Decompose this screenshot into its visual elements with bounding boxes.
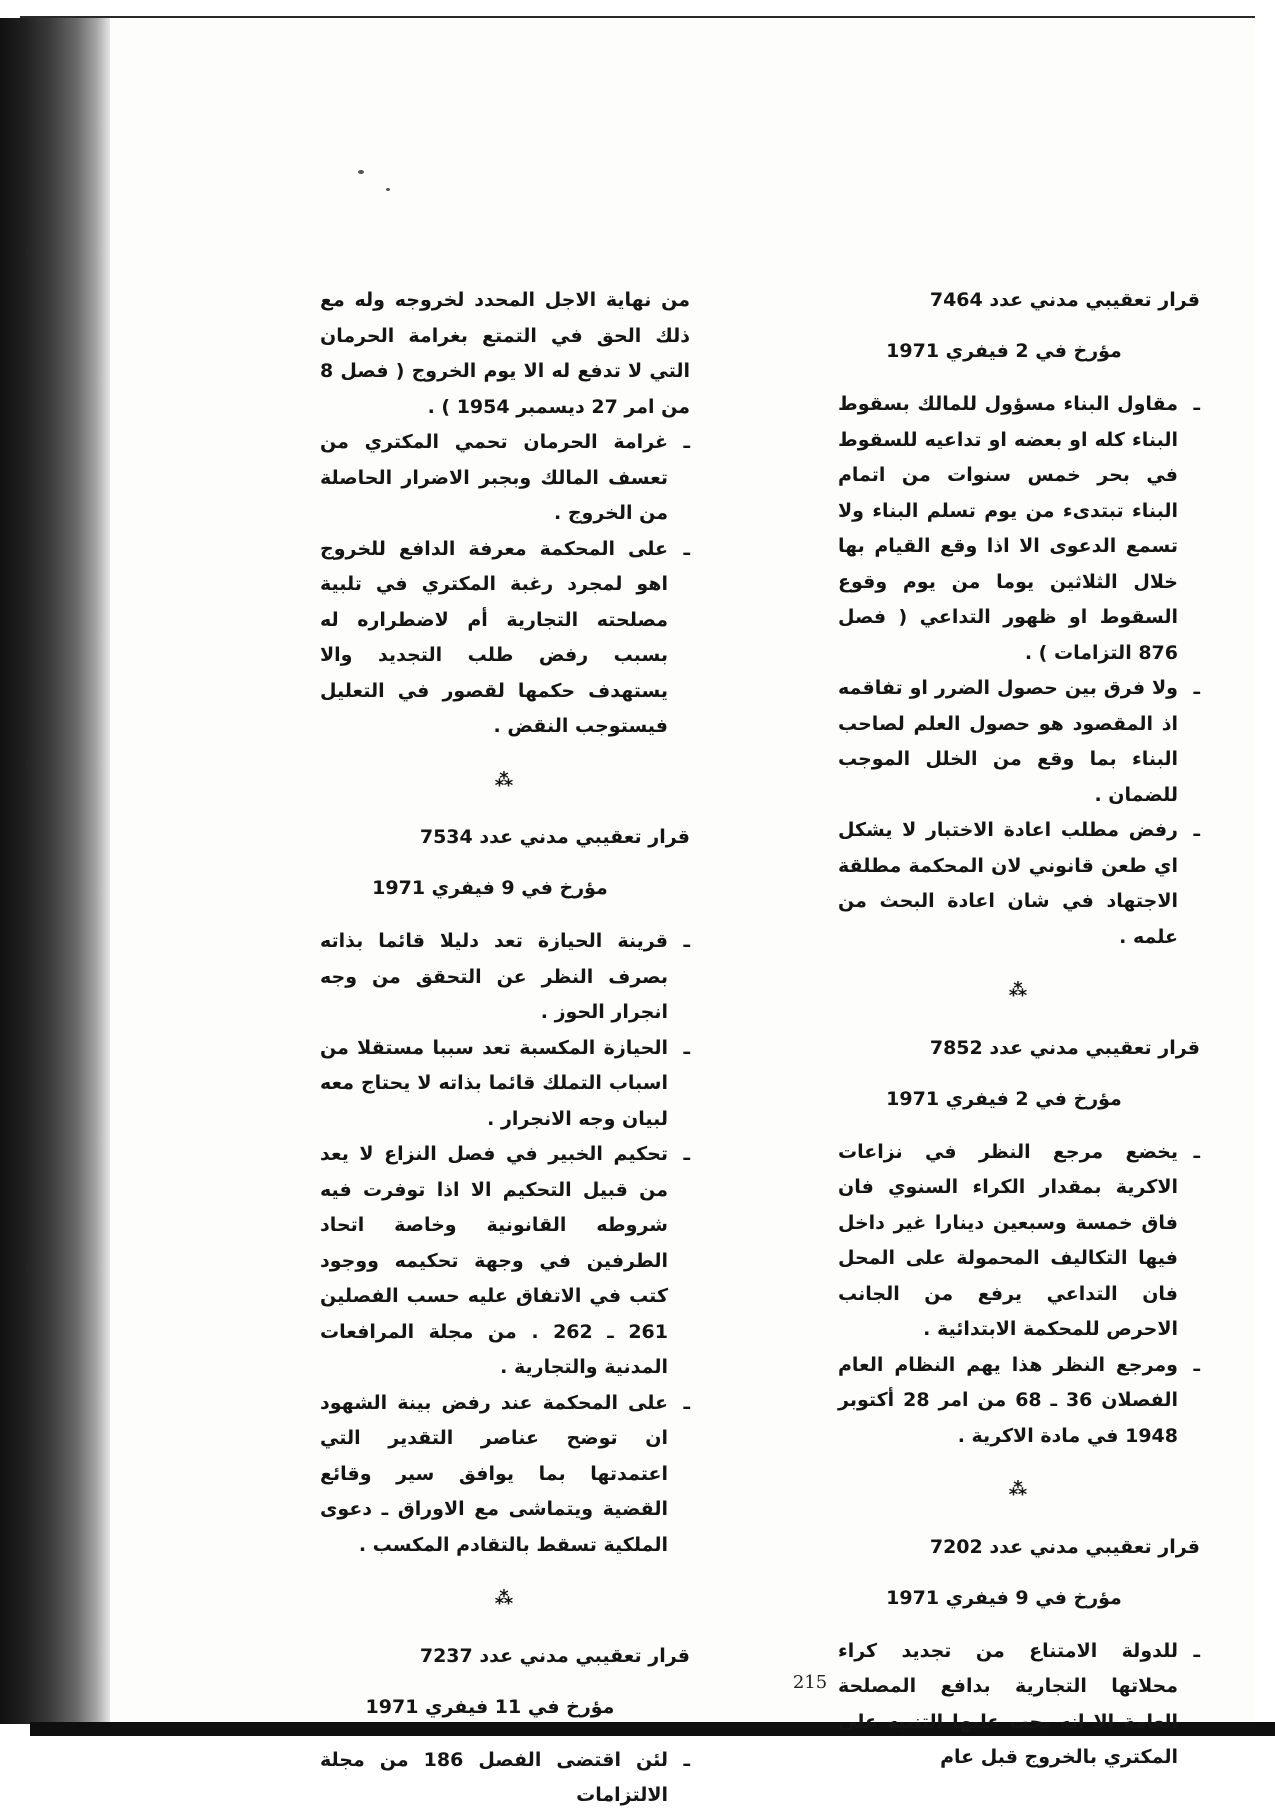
ruling-list [320, 924, 690, 1563]
list-item [838, 671, 1200, 813]
continuation-paragraph: من نهاية الاجل المحدد لخروجه وله مع ذلك الحق في التمتع بغرامة الحرمان التي لا تدفع له الا يوم الخروج ( فصل 8 من امر 27 ديسمبر 1954 ) . [320, 289, 690, 418]
item-dash: ـ [683, 431, 690, 453]
decision-heading: قرار تعقيبي مدني عدد 7852 [929, 1036, 1200, 1059]
ruling-list [838, 1135, 1200, 1455]
ruling-list [838, 1634, 1200, 1776]
ruling-list [320, 425, 690, 745]
item-text: على المحكمة معرفة الدافع للخروج اهو لمجرد رغبة المكتري في تلبية مصلحته التجارية أم لاضطراره له بسبب رفض طلب التجديد والا يستهدف حكمها لقصور في التعليل فيستوجب النقض . [320, 537, 668, 737]
item-text: قرينة الحيازة تعد دليلا قائما بذاته بصرف النظر عن التحقق من وجه انجرار الحوز . [320, 930, 668, 1023]
item-dash: ـ [1193, 1353, 1200, 1376]
decision-heading: قرار تعقيبي مدني عدد 7202 [929, 1535, 1200, 1558]
decision-date: مؤرخ في 2 فيفري 1971 [886, 340, 1122, 362]
item-text: غرامة الحرمان تحمي المكتري من تعسف المالك وبجبر الاضرار الحاصلة من الخروج . [320, 431, 668, 524]
ruling-list [320, 1743, 690, 1814]
decision-date: مؤرخ في 9 فيفري 1971 [372, 877, 608, 899]
list-item [320, 924, 690, 1031]
item-dash: ـ [683, 1391, 690, 1414]
item-dash: ـ [1193, 677, 1200, 699]
item-text: ولا فرق بين حصول الضرر او تفاقمه اذ المقصود هو حصول العلم لصاحب البناء بما وقع من الخلل الموجب للضمان . [838, 677, 1178, 806]
dust-speck [386, 188, 390, 191]
dust-speck [358, 170, 364, 174]
ruling-list [838, 387, 1200, 955]
left-column [320, 283, 690, 1814]
list-item [320, 425, 690, 532]
list-item [838, 1348, 1200, 1455]
item-dash: ـ [683, 537, 690, 560]
page-number: 215 [792, 1672, 828, 1693]
section-separator: ⁂ [1008, 1479, 1030, 1500]
section-separator: ⁂ [494, 1588, 516, 1609]
list-item [320, 1743, 690, 1814]
decision-heading: قرار تعقيبي مدني عدد 7534 [419, 826, 690, 848]
item-text: الحيازة المكسبة تعد سببا مستقلا من اسباب التملك قائما بذاته لا يحتاج معه لبيان وجه الانجرار . [320, 1036, 668, 1130]
list-item [838, 1634, 1200, 1776]
list-item [838, 1135, 1200, 1348]
list-item [320, 1386, 690, 1564]
decision-heading: قرار تعقيبي مدني عدد 7464 [929, 289, 1200, 311]
item-dash: ـ [683, 930, 690, 952]
item-text: ومرجع النظر هذا يهم النظام العام الفصلان 36 ـ 68 من امر 28 أكتوبر 1948 في مادة الاكرية . [838, 1353, 1178, 1447]
decision-date: مؤرخ في 11 فيفري 1971 [365, 1695, 615, 1718]
item-dash: ـ [683, 1143, 690, 1165]
item-text: يخضع مرجع النظر في نزاعات الاكرية بمقدار الكراء السنوي فان فاق خمسة وسبعين دينارا غير داخل فيها التكاليف المحمولة على المحل فان التداعي يرفع من الجانب الاحرص للمحكمة الابتدائية . [838, 1140, 1178, 1340]
item-text: رفض مطلب اعادة الاختبار لا يشكل اي طعن قانوني لان المحكمة مطلقة الاجتهاد في شان اعادة البحث من علمه . [838, 819, 1178, 948]
right-column [838, 283, 1200, 1776]
item-dash: ـ [683, 1748, 690, 1771]
item-dash: ـ [683, 1036, 690, 1059]
list-item [838, 387, 1200, 671]
item-dash: ـ [1193, 393, 1200, 415]
decision-date: مؤرخ في 9 فيفري 1971 [886, 1586, 1122, 1609]
list-item [320, 1031, 690, 1138]
item-text: للدولة الامتناع من تجديد كراء محلاتها التجارية بدافع المصلحة العامة الا انه يجب عليها التنبيه على المكتري بالخروج قبل عام [838, 1639, 1178, 1768]
section-separator: ⁂ [494, 769, 516, 791]
section-separator: ⁂ [1008, 980, 1030, 1001]
item-dash: ـ [1193, 819, 1200, 841]
item-text: تحكيم الخبير في فصل النزاع لا يعد من قبيل التحكيم الا اذا توفرت فيه شروطه القانونية وخاصة اتحاد الطرفين في وجهة تحكيمه ووجود كتب في الاتفاق عليه حسب الفصلين 261 ـ 262 . من مجلة المرافعات المدنية والتجارية . [320, 1143, 668, 1378]
list-item [838, 813, 1200, 955]
book-binding-shadow [0, 18, 110, 1724]
decision-date: مؤرخ في 2 فيفري 1971 [886, 1087, 1122, 1110]
item-dash: ـ [1193, 1639, 1200, 1662]
item-text: مقاول البناء مسؤول للمالك بسقوط البناء كله او بعضه او تداعيه للسقوط في بحر خمس سنوات من اتمام البناء تبتدىء من يوم تسلم البناء ولا تسمع الدعوى الا اذا وقع القيام بها خلال الثلاثين يوما من يوم وقوع السقوط او ظهور التداعي ( فصل 876 التزامات ) . [838, 393, 1178, 664]
item-text: لئن اقتضى الفصل 186 من مجلة الالتزامات [320, 1748, 669, 1806]
decision-heading: قرار تعقيبي مدني عدد 7237 [419, 1644, 690, 1667]
list-item [320, 1137, 690, 1386]
list-item [320, 532, 690, 745]
item-text: على المحكمة عند رفض بينة الشهود ان توضح عناصر التقدير التي اعتمدتها بما يوافق سير وقائع القضية ويتماشى مع الاوراق ـ دعوى الملكية تسقط بالتقادم المكسب . [320, 1391, 668, 1556]
item-dash: ـ [1193, 1140, 1200, 1163]
